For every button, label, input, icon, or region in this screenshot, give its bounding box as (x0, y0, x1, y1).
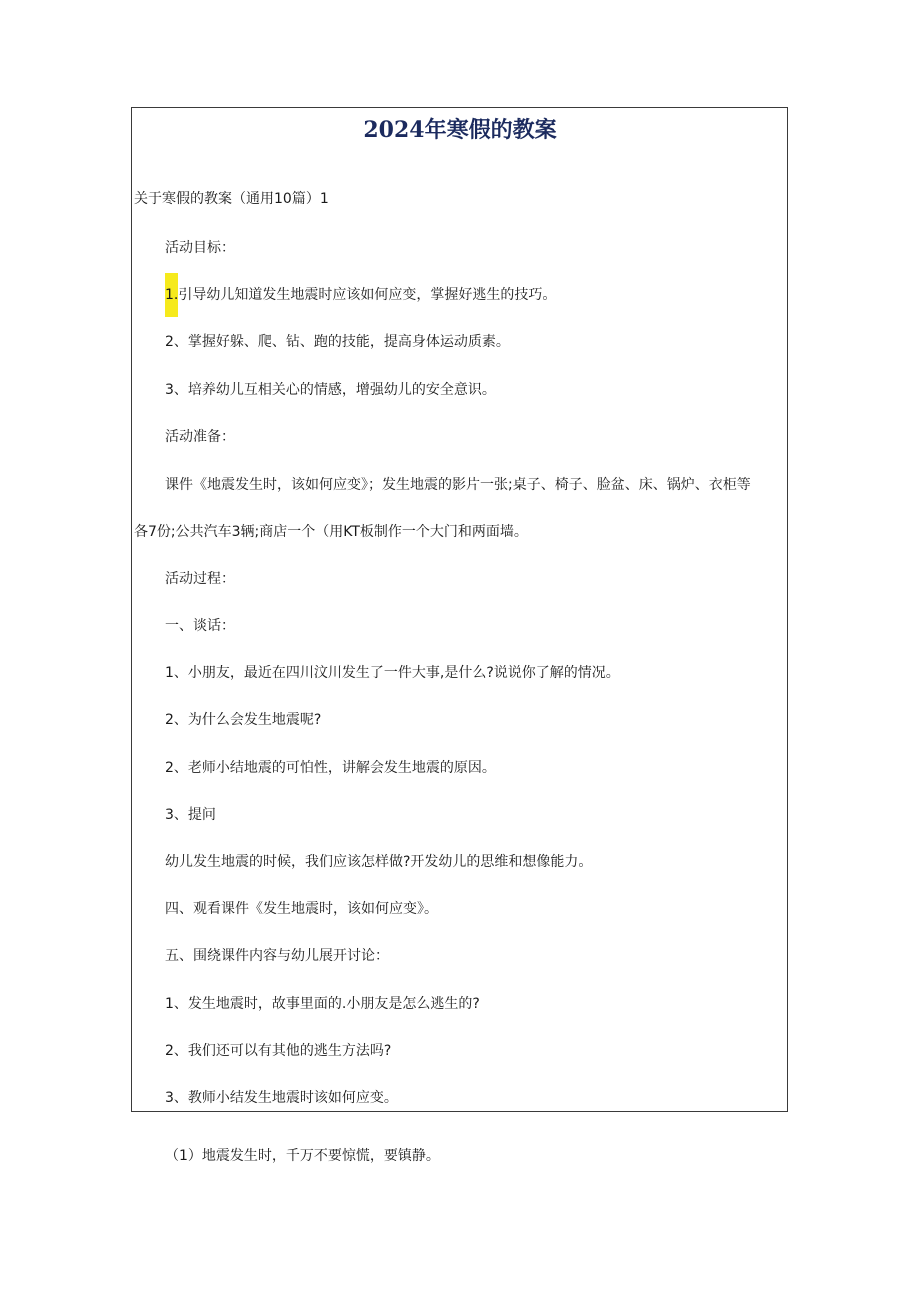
goals-heading: 活动目标： (165, 240, 235, 256)
process-heading: 活动过程： (165, 571, 235, 587)
highlight-mark: 1. (165, 273, 178, 317)
talk-item-2: 2、为什么会发生地震呢? (165, 712, 322, 728)
ask-detail: 幼儿发生地震的时候，我们应该怎样做?开发幼儿的思维和想像能力。 (165, 854, 593, 870)
document-subtitle: 关于寒假的教案（通用10篇）1 (134, 191, 329, 207)
tip-item-1: （1）地震发生时，千万不要惊慌，要镇静。 (165, 1148, 440, 1164)
discussion-item-1: 1、发生地震时，故事里面的.小朋友是怎么逃生的? (165, 996, 480, 1012)
talk-item-1: 1、小朋友，最近在四川汶川发生了一件大事,是什么?说说你了解的情况。 (165, 665, 620, 681)
prep-heading: 活动准备： (165, 429, 235, 445)
step-4: 四、观看课件《发生地震时，该如何应变》。 (165, 901, 438, 917)
goal-item-1-text: 引导幼儿知道发生地震时应该如何应变，掌握好逃生的技巧。 (178, 287, 557, 303)
goal-item-2: 2、掌握好躲、爬、钻、跑的技能，提高身体运动质素。 (165, 334, 510, 350)
goal-item-1 (165, 285, 556, 305)
document-title: 2024年寒假的教案 (363, 117, 557, 143)
ask-heading: 3、提问 (165, 807, 216, 823)
discussion-item-3: 3、教师小结发生地震时该如何应变。 (165, 1090, 398, 1106)
talk-item-3: 2、老师小结地震的可怕性，讲解会发生地震的原因。 (165, 760, 496, 776)
goal-item-3: 3、培养幼儿互相关心的情感，增强幼儿的安全意识。 (165, 382, 496, 398)
prep-line-1: 课件《地震发生时，该如何应变》；发生地震的影片一张;桌子、椅子、脸盆、床、锅炉、衣柜等 (165, 477, 751, 493)
prep-line-2: 各7份;公共汽车3辆;商店一个（用KT板制作一个大门和两面墙。 (134, 524, 528, 540)
discussion-item-2: 2、我们还可以有其他的逃生方法吗? (165, 1043, 392, 1059)
step-5: 五、围绕课件内容与幼儿展开讨论： (165, 948, 389, 964)
talk-heading: 一、谈话： (165, 618, 235, 634)
